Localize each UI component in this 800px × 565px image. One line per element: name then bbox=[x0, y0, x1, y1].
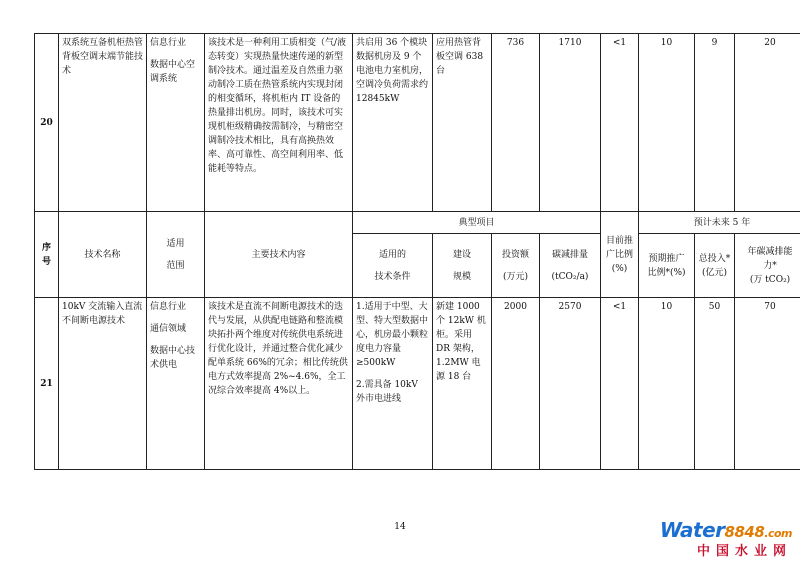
watermark-suffix: .com bbox=[764, 527, 792, 540]
header-scope bbox=[147, 212, 205, 298]
tech-scope bbox=[147, 298, 205, 470]
condition-line: 2.需具备 10kV 外市电进线 bbox=[356, 380, 418, 404]
tech-name: 双系统互备机柜热管背板空调末端节能技术 bbox=[59, 34, 147, 212]
current-ratio-value: <1 bbox=[601, 34, 639, 212]
header-current-ratio bbox=[601, 212, 639, 298]
annual-reduction-value: 20 bbox=[735, 34, 800, 212]
header-forecast: 预计未来 5 年 bbox=[639, 212, 800, 234]
header-name: 技术名称 bbox=[59, 212, 147, 298]
header-investment-line1: 投资额 bbox=[501, 249, 529, 260]
scope-line: 数据中心技术供电 bbox=[150, 346, 196, 370]
header-investment-line2: (万元) bbox=[502, 271, 529, 282]
reduction-value: 1710 bbox=[540, 34, 601, 212]
header-reduction-line1: 碳减排量 bbox=[551, 249, 588, 260]
header-expected-line1: 预期推广 bbox=[648, 253, 685, 264]
technology-table bbox=[34, 33, 800, 470]
watermark-number: 8848 bbox=[724, 523, 765, 541]
header-current-line2: 广比例 bbox=[605, 249, 633, 260]
scope-line: 信息行业 bbox=[150, 302, 187, 312]
header-reduction-line2: (tCO₂/a) bbox=[551, 271, 589, 282]
investment-value: 2000 bbox=[492, 298, 540, 470]
header-scale bbox=[433, 234, 492, 298]
current-ratio-value: <1 bbox=[601, 298, 639, 470]
expected-ratio-value: 10 bbox=[639, 298, 695, 470]
annual-reduction-value: 70 bbox=[735, 298, 800, 470]
expected-ratio-value: 10 bbox=[639, 34, 695, 212]
header-typical: 典型项目 bbox=[353, 212, 601, 234]
header-conditions bbox=[353, 234, 433, 298]
tech-content: 该技术是直流不间断电源技术的迭代与发展，从供配电链路和整流模块拓扑两个维度对传统供电系统进行优化设计，并通过整合优化减少配单系统 66%的冗余；相比传统供电方式效率提高 2%~4.6%，全工况综合效率提高 4%以上。 bbox=[205, 298, 353, 470]
scope-line: 数据中心空调系统 bbox=[150, 60, 196, 84]
header-scope-line2: 范围 bbox=[166, 260, 185, 271]
header-reduction bbox=[540, 234, 601, 298]
header-annual-reduction bbox=[735, 234, 800, 298]
investment-value: 736 bbox=[492, 34, 540, 212]
watermark-cn: 中国水业网 bbox=[696, 544, 792, 559]
header-annual-line2: 力* bbox=[763, 260, 777, 271]
header-scale-line1: 建设 bbox=[452, 249, 471, 260]
header-current-line3: (%) bbox=[611, 263, 628, 274]
row-number: 20 bbox=[35, 34, 59, 212]
header-total-inv-line1: 总投入* bbox=[698, 253, 731, 264]
total-investment-value: 50 bbox=[695, 298, 735, 470]
reduction-value: 2570 bbox=[540, 298, 601, 470]
header-conditions-line1: 适用的 bbox=[378, 249, 406, 260]
header-content: 主要技术内容 bbox=[205, 212, 353, 298]
scope-line: 信息行业 bbox=[150, 38, 187, 48]
header-investment bbox=[492, 234, 540, 298]
total-investment-value: 9 bbox=[695, 34, 735, 212]
header-scope-line1: 适用 bbox=[166, 238, 185, 249]
row-number: 21 bbox=[35, 298, 59, 470]
tech-content: 该技术是一种利用工质相变（气/液态转变）实现热量快速传递的新型制冷技术。通过温差及自然重力驱动制冷工质在热管系统内实现封闭的相变循环，将机柜内 IT 设备的热量排出机房。同时，该技术可实现机柜级精确按需制冷，与精密空调制冷技术相比，具有高换热效率、高可靠性、高空间利用率、低能耗等特点。 bbox=[205, 34, 353, 212]
watermark-brand bbox=[652, 518, 792, 542]
header-expected-line2: 比例*(%) bbox=[647, 267, 686, 278]
header-scale-line2: 规模 bbox=[452, 271, 471, 282]
scope-line: 通信领域 bbox=[150, 324, 187, 334]
condition-line: 1.适用于中型、大型、特大型数据中心，机房最小颗粒度电力容量≥500kW bbox=[356, 302, 429, 368]
header-conditions-line2: 技术条件 bbox=[374, 271, 411, 282]
header-current-line1: 目前推 bbox=[605, 235, 633, 246]
page-number: 14 bbox=[394, 522, 406, 532]
watermark-text: Water bbox=[659, 518, 725, 542]
header-total-inv-line2: (亿元) bbox=[701, 267, 728, 278]
tech-scale: 应用热管背板空调 638 台 bbox=[433, 34, 492, 212]
header-annual-line1: 年碳减排能 bbox=[747, 246, 793, 257]
header-expected-ratio bbox=[639, 234, 695, 298]
tech-name: 10kV 交流输入直流不间断电源技术 bbox=[59, 298, 147, 470]
header-no: 序号 bbox=[35, 212, 59, 298]
header-total-investment bbox=[695, 234, 735, 298]
table-row bbox=[35, 34, 800, 212]
header-annual-line3: (万 tCO₂) bbox=[749, 274, 791, 285]
watermark-logo bbox=[652, 518, 792, 559]
tech-conditions: 共启用 36 个模块数据机房及 9 个电池电力室机房，空调冷负荷需求约 12845kW bbox=[353, 34, 433, 212]
tech-scope bbox=[147, 34, 205, 212]
tech-conditions bbox=[353, 298, 433, 470]
table-row bbox=[35, 298, 800, 470]
table-header-row bbox=[35, 212, 800, 234]
tech-scale: 新建 1000 个 12kW 机柜。采用 DR 架构，1.2MW 电源 18 台 bbox=[433, 298, 492, 470]
